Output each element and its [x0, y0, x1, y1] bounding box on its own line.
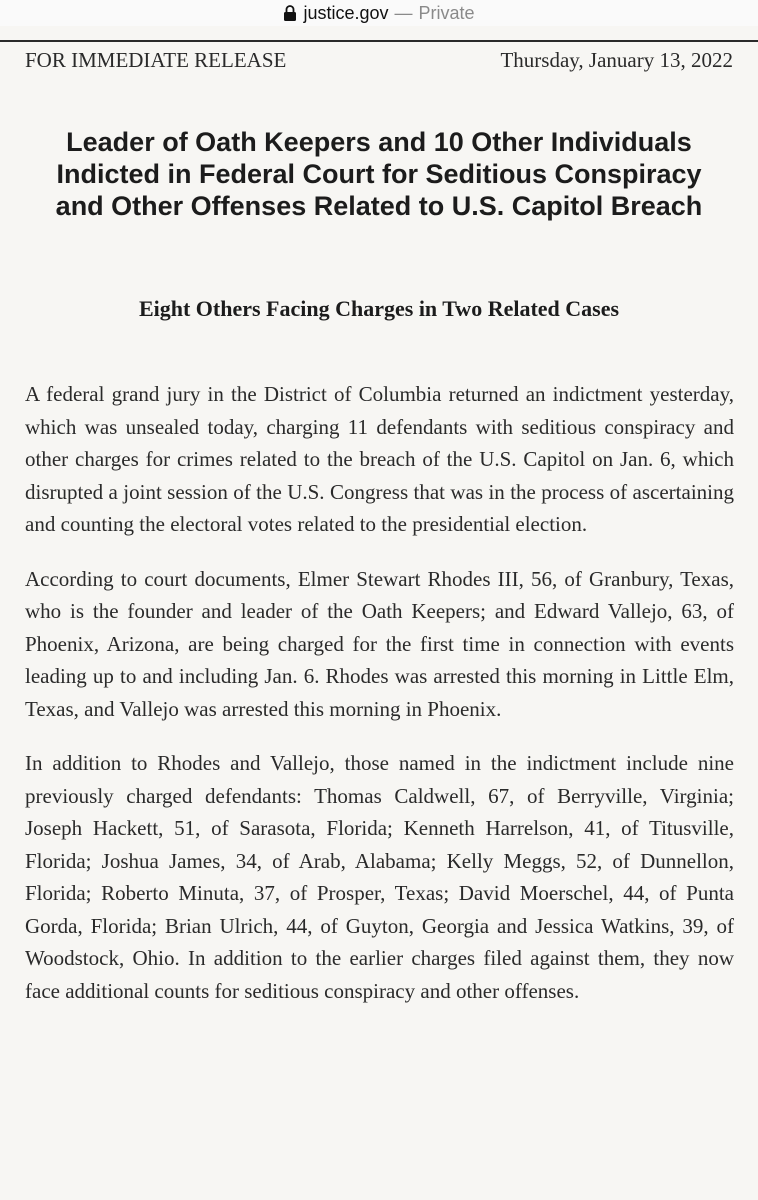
release-meta: [25, 45, 733, 75]
paragraph: According to court documents, Elmer Stewart Rhodes III, 56, of Granbury, Texas, who is the founder and leader of the Oath Keepers; and Edward Vallejo, 63, of Phoenix, Arizona, are being charged for the first time in connection with events leading up to and including Jan. 6. Rhodes was arrested this morning in Little Elm, Texas, and Vallejo was arrested this morning in Phoenix.: [25, 566, 734, 721]
page-title: Leader of Oath Keepers and 10 Other Individuals Indicted in Federal Court for Seditious Conspiracy and Other Offenses Related to U.S. Capitol Breach: [55, 127, 703, 221]
header-divider: [0, 40, 758, 42]
article-body: [25, 378, 734, 1029]
paragraph: In addition to Rhodes and Vallejo, those named in the indictment include nine previously charged defendants: Thomas Caldwell, 67, of Berryville, Virginia; Joseph Hackett, 51, of Sarasota, Florida; Kenneth Harrelson, 41, of Titusville, Florida; Joshua James, 34, of Arab, Alabama; Kelly Meggs, 52, of Dunnellon, Florida; Roberto Minuta, 37, of Prosper, Texas; David Moerschel, 44, of Punta Gorda, Florida; Brian Ulrich, 44, of Guyton, Georgia and Jessica Watkins, 39, of Woodstock, Ohio. In addition to the earlier charges filed against them, they now face additional counts for seditious conspiracy and other offenses.: [25, 751, 734, 1003]
release-date: Thursday, January 13, 2022: [500, 47, 733, 72]
url-domain: justice.gov: [303, 2, 389, 23]
subheadline: Eight Others Facing Charges in Two Related Cases: [138, 296, 620, 321]
private-mode-label: Private: [418, 2, 475, 23]
url-separator: —: [394, 2, 413, 23]
address-bar[interactable]: [0, 0, 758, 26]
release-label: FOR IMMEDIATE RELEASE: [25, 47, 287, 72]
paragraph: A federal grand jury in the District of Columbia returned an indictment yesterday, which was unsealed today, charging 11 defendants with seditious conspiracy and other charges for crimes related to the breach of the U.S. Capitol on Jan. 6, which disrupted a joint session of the U.S. Congress that was in the process of ascertaining and counting the electoral votes related to the presidential election.: [25, 382, 734, 536]
lock-icon: [283, 4, 297, 22]
